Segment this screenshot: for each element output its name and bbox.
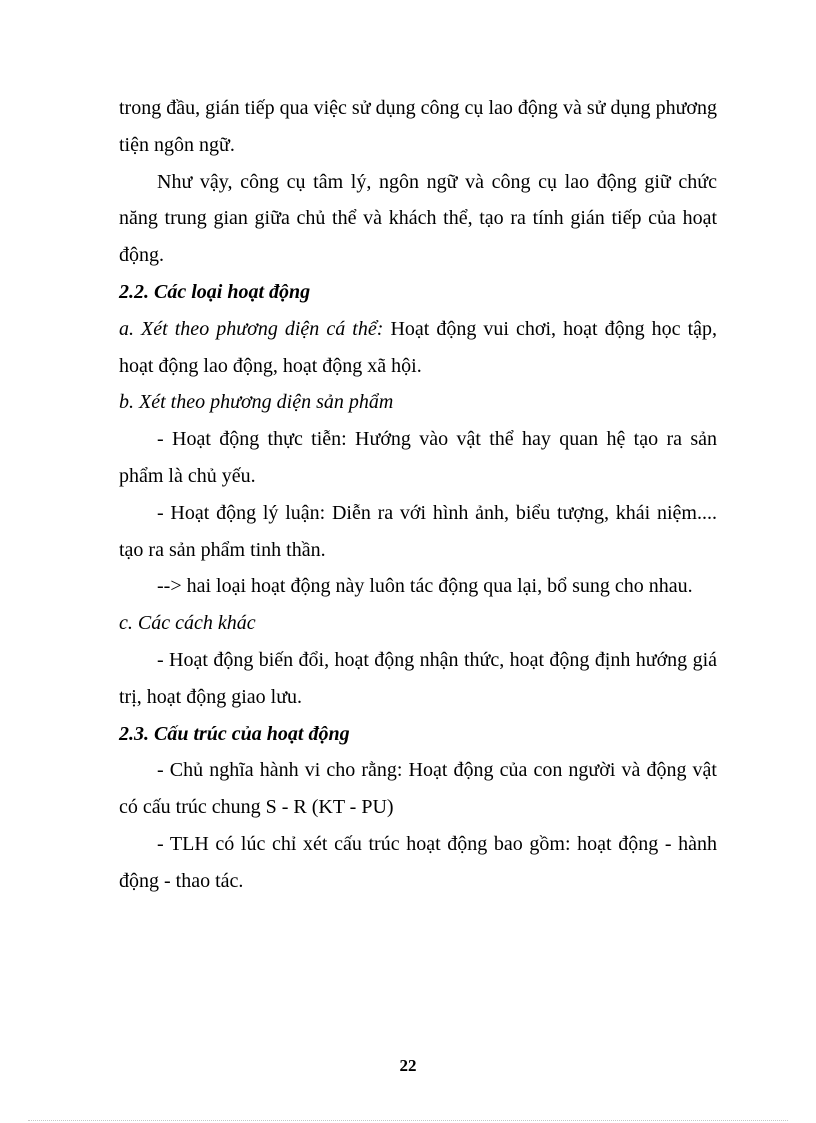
section-heading: 2.3. Cấu trúc của hoạt động [119,722,350,745]
paragraph: --> hai loại hoạt động này luôn tác động qua lại, bổ sung cho nhau. [157,575,693,598]
paragraph: - Hoạt động lý luận: Diễn ra với hình ảnh, biểu tượng, khái niệm.... tạo ra sản phẩm tinh thần. [119,501,717,561]
page-bottom-border [28,1120,788,1121]
page-number: 22 [399,1056,417,1075]
subheading: c. Các cách khác [119,612,256,635]
subheading: b. Xét theo phương diện sản phẩm [119,391,394,414]
paragraph: Như vậy, công cụ tâm lý, ngôn ngữ và công cụ lao động giữ chức năng trung gian giữa chủ thể và khách thể, tạo ra tính gián tiếp của hoạt động. [119,170,717,267]
paragraph-text: Hoạt động vui chơi, hoạt động học tập, hoạt động lao động, hoạt động xã hội. [119,317,717,377]
body-text [119,90,717,900]
paragraph: - Chủ nghĩa hành vi cho rằng: Hoạt động của con người và động vật có cấu trúc chung S - R (KT - PU) [119,759,717,819]
paragraph: - TLH có lúc chỉ xét cấu trúc hoạt động bao gồm: hoạt động - hành động - thao tác. [119,832,717,892]
subheading-inline: a. Xét theo phương diện cá thể: [119,317,384,340]
paragraph: - Hoạt động thực tiễn: Hướng vào vật thể hay quan hệ tạo ra sản phẩm là chủ yếu. [119,428,717,487]
paragraph [119,311,717,385]
paragraph: - Hoạt động biến đổi, hoạt động nhận thức, hoạt động định hướng giá trị, hoạt động giao lưu. [119,648,717,708]
paragraph: trong đầu, gián tiếp qua việc sử dụng công cụ lao động và sử dụng phương tiện ngôn ngữ. [119,97,717,156]
section-heading: 2.2. Các loại hoạt động [119,280,311,303]
